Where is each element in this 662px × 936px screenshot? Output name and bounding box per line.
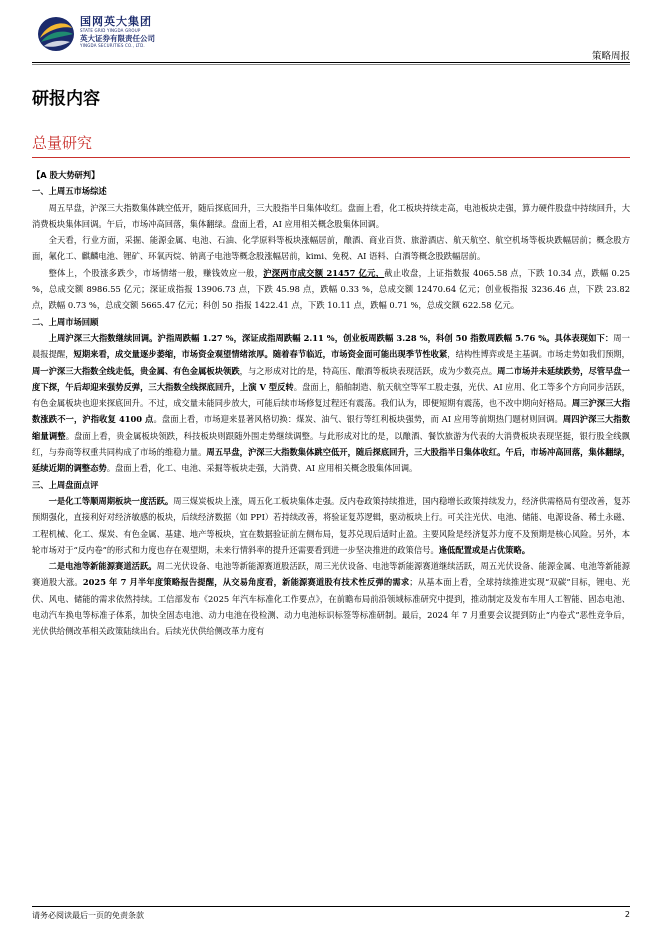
footer-divider [32,906,630,907]
text-run: 周三煤炭板块上涨，周五化工板块集体走强。反内卷政策持续推进，国内稳增长政策持续发力，经济供需格局有望改善，复苏预期强化，直接利好对经济敏感的板块，后续经济数据（如 PPI）若持续改善，将验证复苏逻辑，驱动板块上行。可关注光伏、电池、储能、电源设备、稀土永磁、工程机械、化工、煤炭、有色金属、基建、地产等板块，宜在数据验证前左侧布局，复苏兑现后适时止盈。主要风险是经济复苏力度不及预期是核心风险。另外，本轮市场对于“反内卷”的形式和力度也存在观望期，未来行情斜率的提升还需要看到进一步坚决推进的政策信号。 [32,495,630,555]
bold-run: 周五早盘，沪深三大指数集体跳空低开，随后探底回升，三大股指半日集体收红。午后，市场冲高回落，集体翻绿，延续近期的调整态势 [32,447,630,474]
subsection-title-1: 一、上周五市场综述 [32,186,107,197]
bold-run: 一是化工等顺周期板块一度活跃。 [48,495,174,506]
topic-tag: 【A 股大势研判】 [32,170,100,180]
company-name-en: STATE GRID YINGDA GROUP [80,28,141,33]
header-divider-thin [32,64,630,65]
text-run: 。盘面上看，化工、电池、采掘等板块走强，大消费、AI 应用相关概念股集体回调。 [106,463,418,474]
bold-run: 周二市场并未延续跌势，尽管早盘一度下探，午后却迎来强势反弹，三大指数全线探底回升，上演 V 型反转 [32,365,630,392]
text-run: 。盘面上看，市场迎来显著风格切换：煤炭、油气、银行等红利板块强势，而 AI 应用等前期热门题材则回调。 [153,414,563,425]
text-run: 周一晨报提醒， [32,332,630,360]
securities-name-cn: 英大证券有限责任公司 [80,34,155,43]
subsection-title-2: 二、上周市场回顾 [32,316,99,327]
report-type-label: 策略周报 [591,51,630,62]
report-body [32,167,630,640]
text-run: ；从基本面上看，全球持续推进实现“双碳”目标，锂电、光伏、风电、储能的需求依然持续。工信部发布《2025 年汽车标准化工作要点》，在前瞻布局前沿领域标准研究中提到，推动制定及发布车用人工智能、固态电池、电动汽车换电等标准子体系，加快全固态电池、动力电池在役检测、动力电池标识标签等标准研制。最后，2024 年 7 月重要会议提到防止“内卷式”恶性竞争后，光伏供给侧改革相关政策陆续出台。后续光伏供给侧改革力度有 [32,577,630,637]
bold-run: 短期来看，成交量逐步萎缩，市场资金观望情绪浓厚。随着春节临近，市场资金面可能出现季节性收紧 [73,349,448,360]
subsection-title-3: 三、上周盘面点评 [32,479,99,490]
turnover-highlight: 沪深两市成交额 21457 亿元， [263,267,385,278]
page-number: 2 [624,910,630,919]
bold-run: 逢低配置或是占优策略。 [438,544,531,555]
company-name-block [80,16,220,49]
paragraph-index-close [32,265,630,314]
paragraph-sector-performance: 全天看，行业方面，采掘、能源金属、电池、石油、化学原料等板块涨幅居前，酿酒、商业百货、旅游酒店、航天航空、航空机场等板块跌幅居前；概念股方面，氟化工、麒麟电池、锂矿、环氧丙烷、钠离子电池等概念股涨幅居前，kimi、免税、AI 语料、白酒等概念股跌幅居前。 [32,235,630,262]
paragraph-friday-summary: 周五早盘，沪深三大指数集体跳空低开，随后探底回升，三大股指半日集体收红。盘面上看，化工板块持续走高，电池板块走强，算力硬件股盘中持续回升，大消费板块集体回调。午后，市场冲高回落，集体翻绿。盘面上看，AI 应用相关概念股集体回调。 [32,202,630,229]
paragraph-new-energy [32,558,630,639]
section-divider [32,157,630,158]
text-run: 整体上，个股涨多跌少，市场情绪一般，赚钱效应一般， [48,267,264,278]
company-logo-icon [36,14,76,54]
bold-run: 周三沪深三大指数涨跌不一，沪指收复 4100 点 [32,398,630,425]
bold-run: 2025 年 7 月半年度策略报告提醒，从交易角度看，新能源赛道股有技术性反弹的需求 [82,577,410,588]
company-name-cn: 国网英大集团 [80,15,152,28]
securities-name-en: YINGDA SECURITIES CO., LTD. [80,43,145,48]
text-run: 截止收盘，上证指数报 4065.58 点，下跌 10.34 点，跌幅 0.25 %，总成交额 8986.55 亿元；深证成指报 13906.73 点，下跌 45.98 点，跌幅 0.33 %，总成交额 12470.64 亿元；创业板指报 3236.46 点，下跌 23.82 点，跌幅 0.73 %，总成交额 5665.47 亿元；科创 50 指报 1422.41 点，下跌 10.11 点，跌幅 0.71 %，总成交额 622.58 亿元。 [32,267,630,311]
header-divider [32,62,630,63]
page-header [0,0,662,64]
text-run: ，结构性博弈或是主基调。市场走势如我们预期， [447,349,630,360]
bold-run: 二是电池等新能源赛道活跃。 [48,561,157,572]
paragraph-cyclical-sectors [32,493,630,558]
bold-run: 周四沪深三大指数缩量调整 [32,414,630,441]
section-heading: 总量研究 [32,134,93,152]
text-run: ，与之形成对比的是，特高压、酿酒等板块表现活跃，成为少数亮点。 [239,365,498,376]
page-heading: 研报内容 [32,89,100,109]
bold-run: 周一沪深三大指数全线走低，贵金属、有色金属板块领跌 [32,365,240,376]
footer-disclaimer: 请务必阅读最后一页的免责条款 [32,911,144,920]
bold-run: 上周沪深三大指数继续回调。沪指周跌幅 1.27 %，深证成指周跌幅 2.11 %，创业板周跌幅 3.28 %，科创 50 指数周跌幅 5.76 %。具体表现如下： [48,332,614,343]
text-run: 。盘面上看，贵金属板块领跌，科技板块则跟随外围走势继续调整。与此形成对比的是，以酿酒、餐饮旅游为代表的大消费板块表现坚挺，银行股全线飘红，与券商等权重共同构成了市场的维稳力量。 [32,430,630,458]
text-run: 周二光伏设备、电池等新能源赛道股活跃，周三光伏设备、电池等新能源赛道继续活跃，周五光伏设备、能源金属、电池等新能源赛道股大涨。 [32,561,630,588]
text-run: 。盘面上，船舶制造、航天航空等军工股走强，光伏、AI 应用、化工等多个方向同步活跃，有色金属板块也迎来探底回升。不过，成交量未能同步放大，可能后续市场修复过程还有震荡。我们认为，即便短期有震荡，也不改中期向好格局。 [32,381,630,409]
paragraph-weekly-review [32,330,630,477]
